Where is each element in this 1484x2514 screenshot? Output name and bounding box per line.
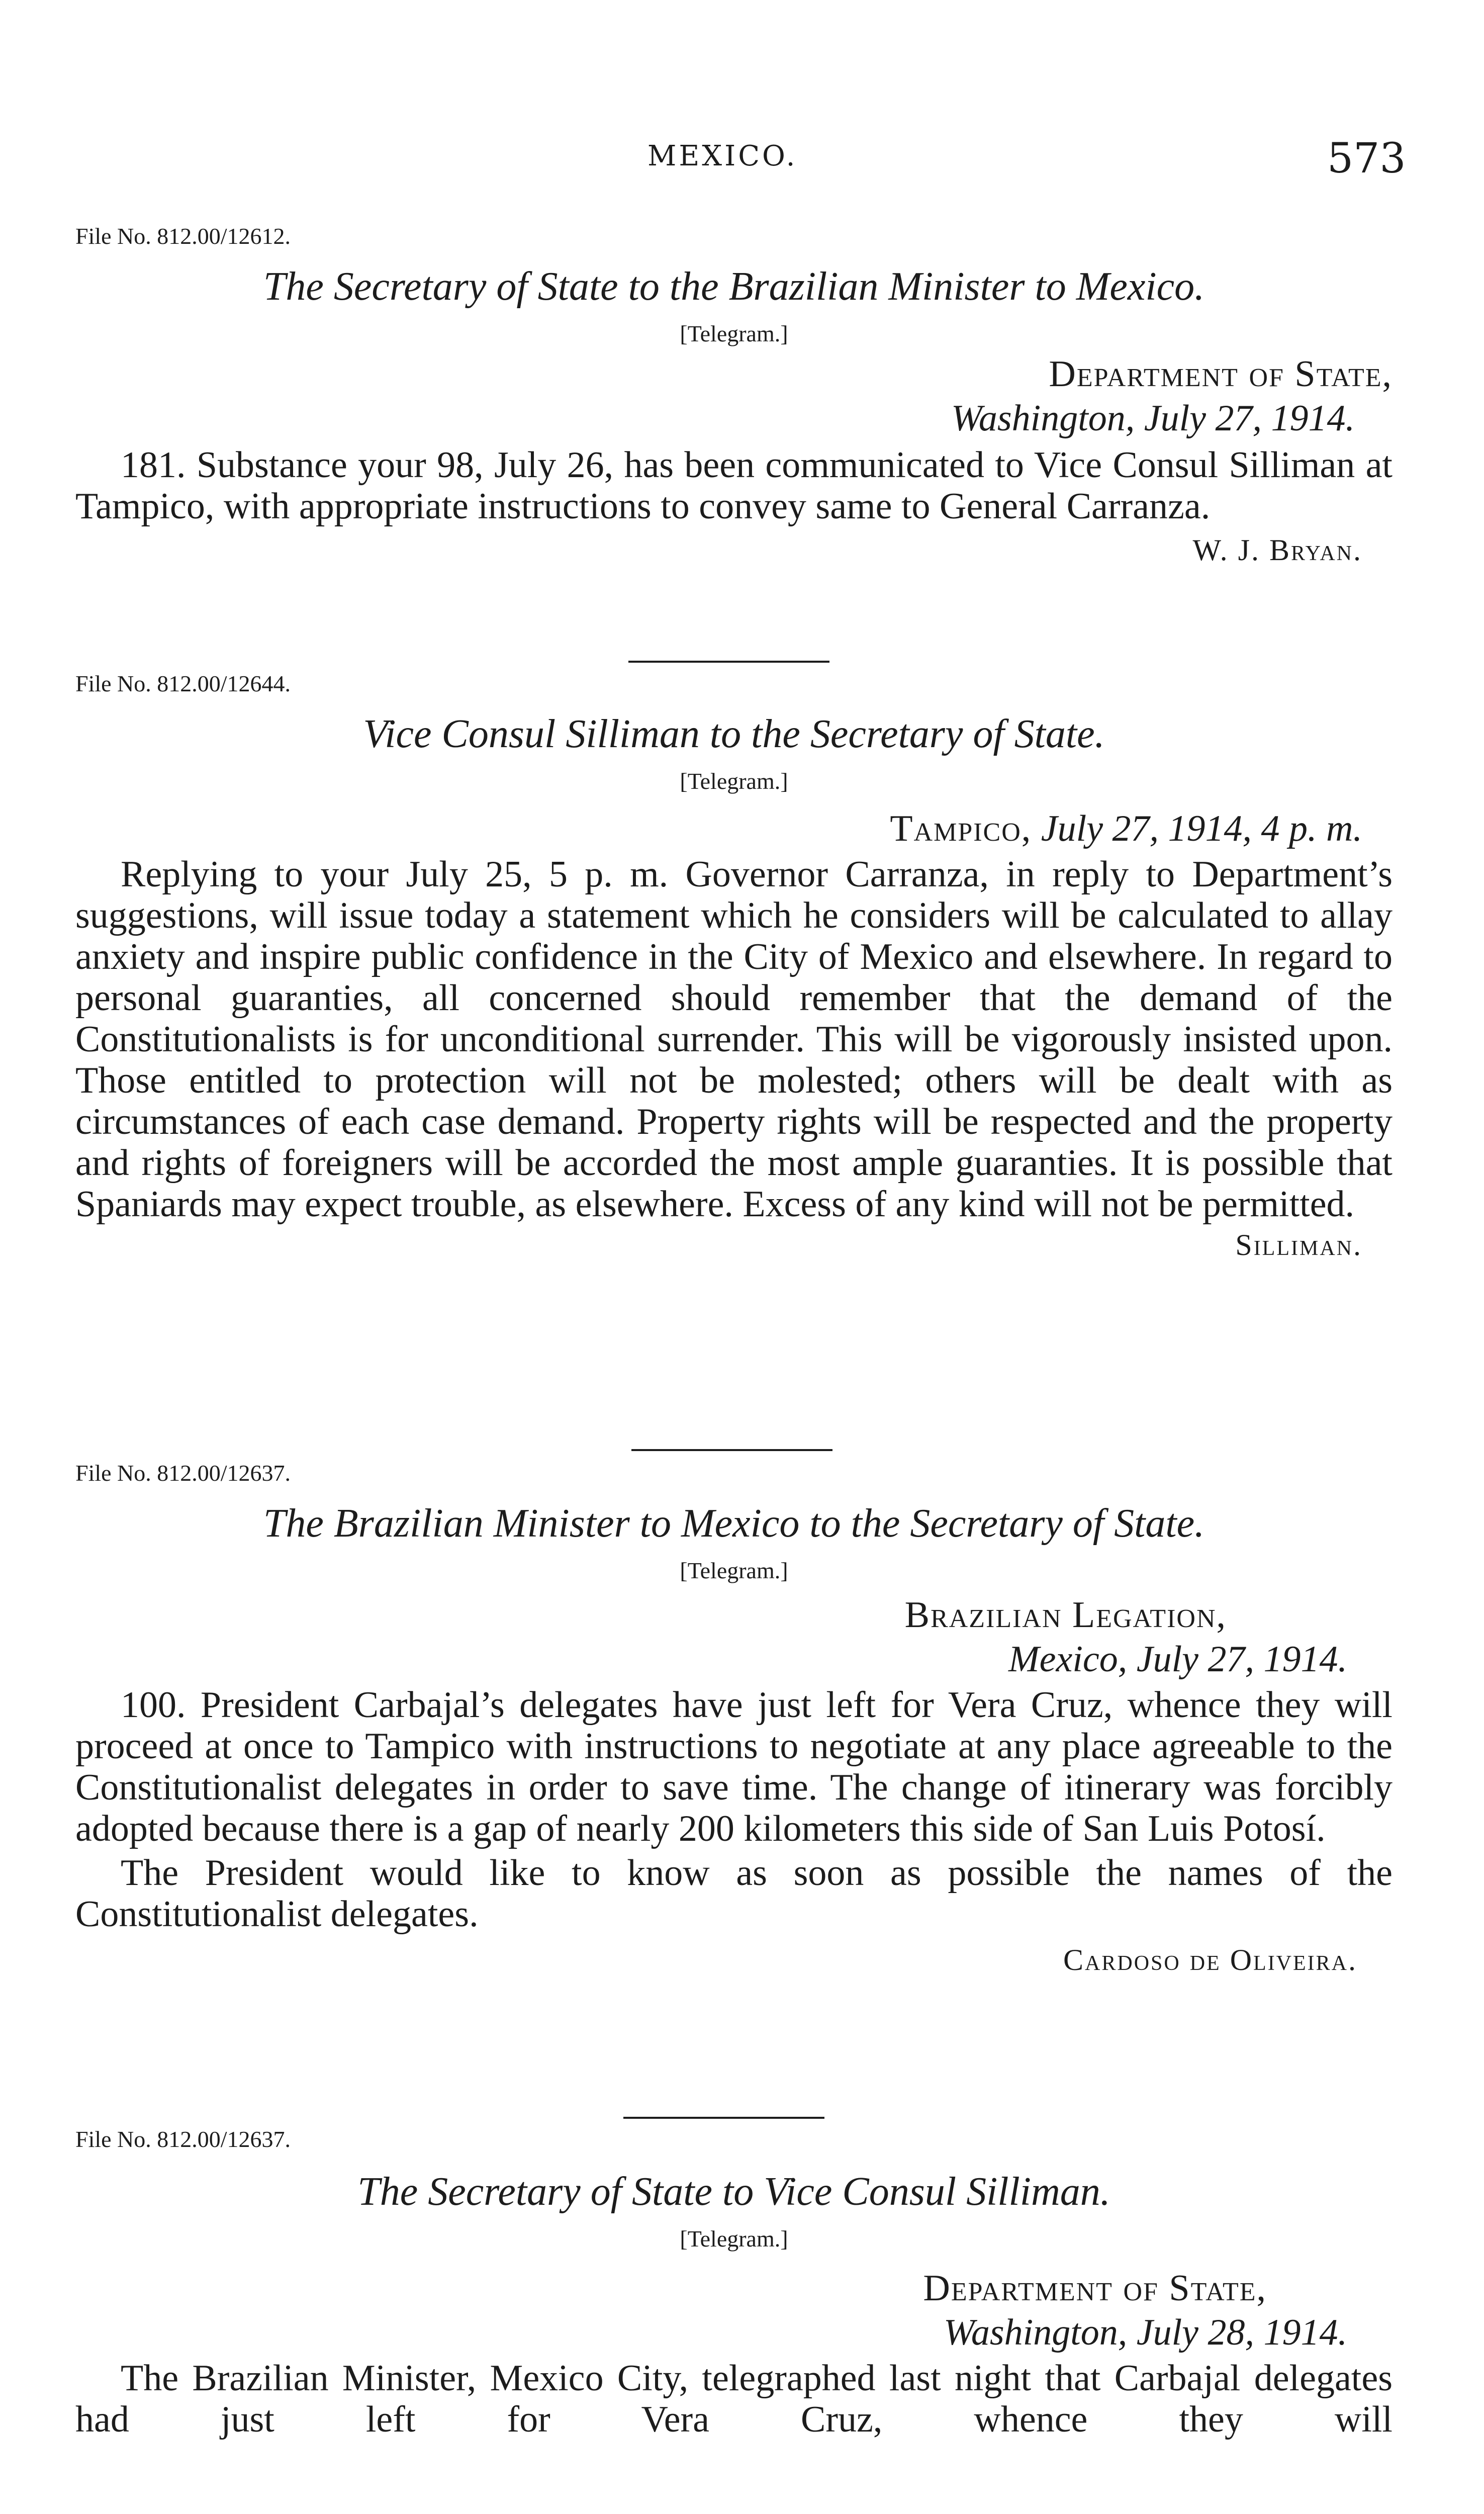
signature: Silliman. bbox=[1235, 1228, 1362, 1262]
section-divider bbox=[628, 661, 829, 663]
section-divider bbox=[631, 1449, 832, 1451]
file-number: File No. 812.00/12612. bbox=[75, 223, 291, 249]
document-section-2 bbox=[75, 669, 1393, 1265]
dateline-date: Mexico, July 27, 1914. bbox=[1008, 1639, 1347, 1680]
dateline-date: July 27, 1914, 4 p. m. bbox=[1041, 808, 1362, 849]
telegram-label: [Telegram.] bbox=[680, 2226, 788, 2252]
running-head bbox=[0, 135, 1484, 190]
dateline-date: Washington, July 27, 1914. bbox=[951, 398, 1355, 439]
running-title: MEXICO. bbox=[647, 140, 798, 172]
signature: Cardoso de Oliveira. bbox=[1063, 1943, 1357, 1977]
telegram-label: [Telegram.] bbox=[680, 768, 788, 794]
document-section-3 bbox=[75, 1458, 1393, 1980]
section-body: Replying to your July 25, 5 p. m. Governor Carranza, in reply to Department’s suggestions, will issue today a statement which he considers will be calculated to allay anxiety and inspire public confidence in the City of Mexico and elsewhere. In regard to personal guaranties, all concerned should remember that the demand of the Constitutionalists is for unconditional surrender. This will be vigorously insisted upon. Those entitled to protection will not be molested; others will be dealt with as circumstances of each case demand. Property rights will be respected and the property and rights of foreigners will be accorded the most ample guaranties. It is possible that Spaniards may expect trouble, as elsewhere. Excess of any kind will not be permitted. bbox=[75, 854, 1393, 1225]
dateline-place: Tampico, bbox=[890, 808, 1032, 849]
section-body: 181. Substance your 98, July 26, has been communicated to Vice Consul Silliman at Tampico, with appropriate instructions to convey same to General Carranza. bbox=[75, 444, 1393, 527]
section-heading: The Secretary of State to Vice Consul Silliman. bbox=[357, 2170, 1110, 2214]
section-heading: Vice Consul Silliman to the Secretary of State. bbox=[363, 712, 1105, 756]
section-heading: The Brazilian Minister to Mexico to the Secretary of State. bbox=[263, 1501, 1205, 1546]
dateline-date: Washington, July 28, 1914. bbox=[943, 2312, 1347, 2353]
page-number: 573 bbox=[1327, 135, 1406, 183]
dateline-place: Brazilian Legation, bbox=[904, 1594, 1227, 1636]
section-body: The Brazilian Minister, Mexico City, telegraphed last night that Carbajal delegates had just left for Vera Cruz, whence they will bbox=[75, 2358, 1393, 2440]
section-divider bbox=[623, 2117, 824, 2119]
file-number: File No. 812.00/12637. bbox=[75, 2126, 291, 2152]
section-heading: The Secretary of State to the Brazilian Minister to Mexico. bbox=[263, 264, 1205, 309]
section-body-continued: The President would like to know as soon as possible the names of the Constitutionalist delegates. bbox=[75, 1852, 1393, 1935]
section-body: 100. President Carbajal’s delegates have just left for Vera Cruz, whence they will proceed at once to Tampico with instructions to negotiate at any place agreeable to the Constitutionalist delegates in order to save time. The change of itinerary was forcibly adopted because there is a gap of nearly 200 kilometers this side of San Luis Potosí. bbox=[75, 1684, 1393, 1849]
file-number: File No. 812.00/12637. bbox=[75, 1460, 291, 1486]
file-number: File No. 812.00/12644. bbox=[75, 671, 291, 696]
telegram-label: [Telegram.] bbox=[680, 321, 788, 346]
document-section-1 bbox=[75, 221, 1393, 570]
telegram-label: [Telegram.] bbox=[680, 1558, 788, 1583]
document-section-4 bbox=[75, 2124, 1393, 2440]
signature: W. J. Bryan. bbox=[1192, 533, 1362, 567]
dateline-place: Department of State, bbox=[923, 2268, 1267, 2309]
dateline-place: Department of State, bbox=[1049, 353, 1393, 395]
